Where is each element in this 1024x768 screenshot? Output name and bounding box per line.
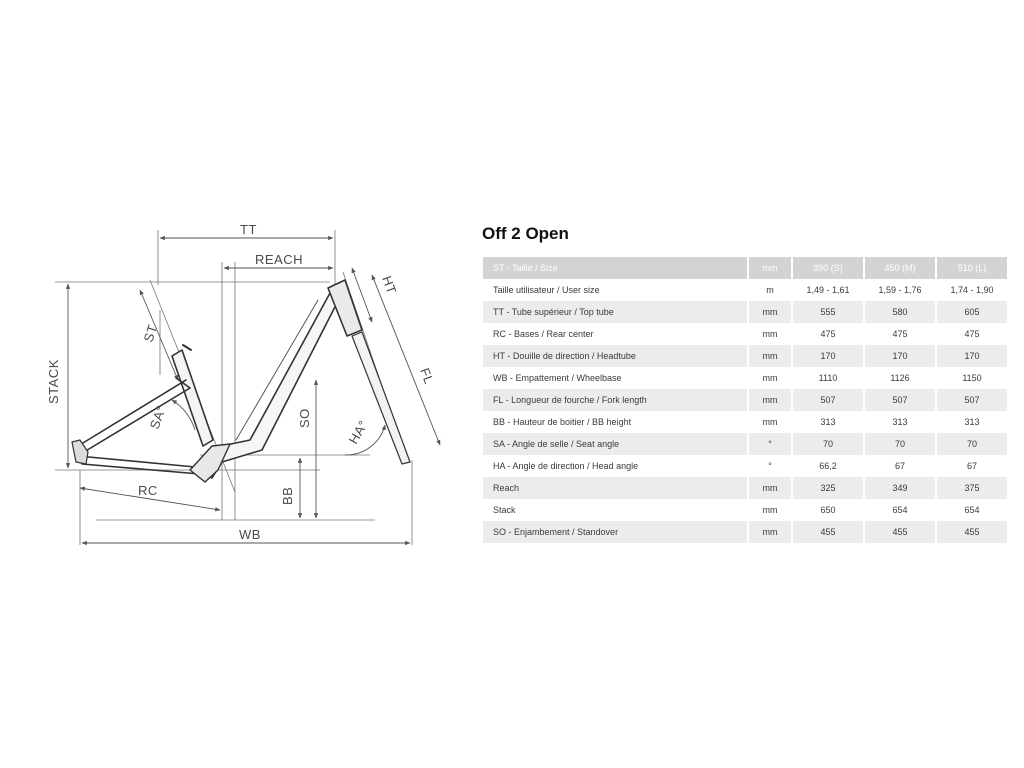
table-cell: 555 xyxy=(791,301,863,323)
table-cell: mm xyxy=(747,389,791,411)
table-cell: mm xyxy=(747,411,791,433)
table-cell: 70 xyxy=(791,433,863,455)
label-bb: BB xyxy=(280,486,295,505)
column-header: 450 (M) xyxy=(863,257,935,279)
label-wb: WB xyxy=(239,527,261,542)
table-row xyxy=(483,411,1007,433)
table-row xyxy=(483,521,1007,543)
label-reach: REACH xyxy=(255,252,304,267)
label-tt: TT xyxy=(240,222,257,237)
table-cell: mm xyxy=(747,521,791,543)
seat-tube xyxy=(172,350,213,446)
model-title: Off 2 Open xyxy=(482,224,569,243)
column-header: 510 (L) xyxy=(935,257,1007,279)
construction-lines xyxy=(55,230,412,545)
row-label: SA - Angle de selle / Seat angle xyxy=(483,433,747,455)
table-cell: 605 xyxy=(935,301,1007,323)
table-cell: 313 xyxy=(863,411,935,433)
row-label: BB - Hauteur de boitier / BB height xyxy=(483,411,747,433)
table-cell: 1150 xyxy=(935,367,1007,389)
table-row xyxy=(483,345,1007,367)
table-cell: 1,59 - 1,76 xyxy=(863,279,935,301)
table-row xyxy=(483,323,1007,345)
table-cell: 654 xyxy=(863,499,935,521)
table-cell: 70 xyxy=(935,433,1007,455)
geometry-table xyxy=(483,257,1007,543)
label-fl: FL xyxy=(417,365,437,387)
table-row xyxy=(483,389,1007,411)
row-label: Reach xyxy=(483,477,747,499)
table-cell: 1,74 - 1,90 xyxy=(935,279,1007,301)
table-cell: mm xyxy=(747,323,791,345)
label-so: SO xyxy=(297,408,312,428)
table-cell: 475 xyxy=(935,323,1007,345)
table-cell: 313 xyxy=(935,411,1007,433)
row-label: RC - Bases / Rear center xyxy=(483,323,747,345)
table-cell: m xyxy=(747,279,791,301)
row-label: Stack xyxy=(483,499,747,521)
table-cell: 455 xyxy=(935,521,1007,543)
table-cell: 1126 xyxy=(863,367,935,389)
table-cell: ° xyxy=(747,455,791,477)
label-sa: SA° xyxy=(146,403,170,432)
chain-stay xyxy=(78,456,200,474)
row-label: Taille utilisateur / User size xyxy=(483,279,747,301)
table-row xyxy=(483,367,1007,389)
table-cell: 455 xyxy=(863,521,935,543)
table-cell: 1110 xyxy=(791,367,863,389)
table-cell: 654 xyxy=(935,499,1007,521)
table-header-row xyxy=(483,257,1007,279)
row-label: SO - Enjambement / Standover xyxy=(483,521,747,543)
fork xyxy=(352,332,410,464)
table-cell: 67 xyxy=(863,455,935,477)
table-row xyxy=(483,499,1007,521)
label-ha: HA° xyxy=(345,417,371,447)
table-cell: mm xyxy=(747,367,791,389)
table-cell: 313 xyxy=(791,411,863,433)
table-cell: 325 xyxy=(791,477,863,499)
seat-stay xyxy=(78,380,190,452)
table-cell: mm xyxy=(747,499,791,521)
label-rc: RC xyxy=(138,483,158,498)
table-row xyxy=(483,477,1007,499)
table-cell: 170 xyxy=(935,345,1007,367)
motor-housing xyxy=(190,444,230,482)
table-cell: 475 xyxy=(863,323,935,345)
table-cell: mm xyxy=(747,301,791,323)
row-label: HA - Angle de direction / Head angle xyxy=(483,455,747,477)
table-cell: 507 xyxy=(935,389,1007,411)
bike-frame xyxy=(72,280,410,482)
row-label: FL - Longueur de fourche / Fork length xyxy=(483,389,747,411)
row-label: HT - Douille de direction / Headtube xyxy=(483,345,747,367)
table-cell: 507 xyxy=(863,389,935,411)
frame-geometry-diagram xyxy=(0,0,480,768)
label-ht: HT xyxy=(379,273,400,297)
table-cell: 67 xyxy=(935,455,1007,477)
table-row xyxy=(483,455,1007,477)
table-cell: 375 xyxy=(935,477,1007,499)
rear-dropout xyxy=(72,440,88,464)
table-cell: 580 xyxy=(863,301,935,323)
table-cell: mm xyxy=(747,345,791,367)
table-cell: 1,49 - 1,61 xyxy=(791,279,863,301)
fl-dimension xyxy=(372,275,440,445)
table-cell: 349 xyxy=(863,477,935,499)
table-row xyxy=(483,301,1007,323)
table-row xyxy=(483,279,1007,301)
table-cell: 475 xyxy=(791,323,863,345)
table-cell: 507 xyxy=(791,389,863,411)
table-cell: 650 xyxy=(791,499,863,521)
table-cell: 455 xyxy=(791,521,863,543)
table-cell: 70 xyxy=(863,433,935,455)
column-header: 390 (S) xyxy=(791,257,863,279)
column-header: ST - Taille / Size xyxy=(483,257,747,279)
label-stack: STACK xyxy=(46,359,61,404)
row-label: TT - Tube supérieur / Top tube xyxy=(483,301,747,323)
table-cell: 170 xyxy=(791,345,863,367)
table-cell: mm xyxy=(747,477,791,499)
table-cell: 170 xyxy=(863,345,935,367)
row-label: WB - Empattement / Wheelbase xyxy=(483,367,747,389)
table-cell: 66,2 xyxy=(791,455,863,477)
column-header: mm xyxy=(747,257,791,279)
table-row xyxy=(483,433,1007,455)
label-st: ST xyxy=(140,322,161,344)
table-cell: ° xyxy=(747,433,791,455)
